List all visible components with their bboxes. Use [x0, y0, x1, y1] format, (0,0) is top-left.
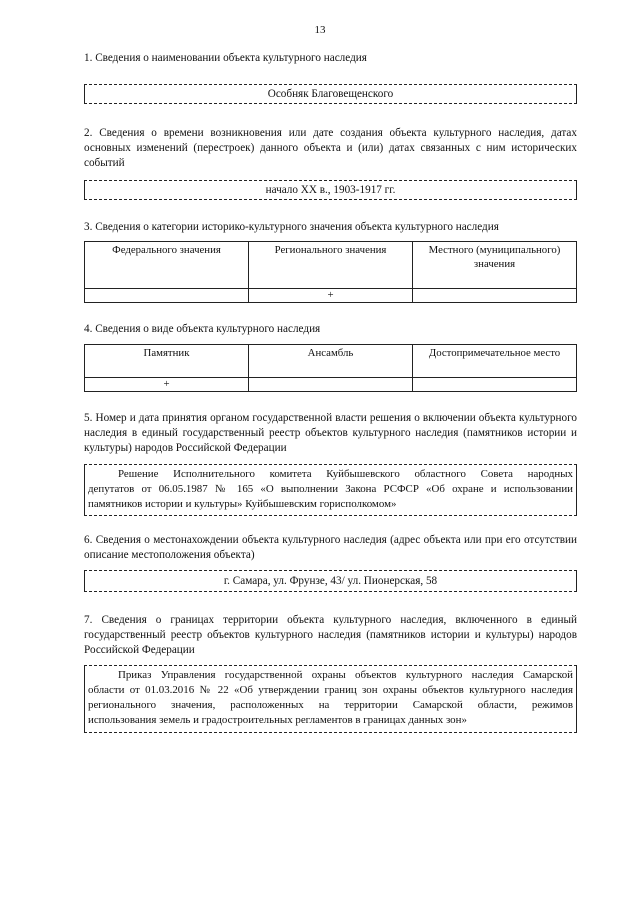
address-box [84, 570, 577, 592]
category-header-row [85, 242, 577, 289]
registry-decision-line-2: депутатов от 06.05.1987 № 165 «О выполнении Закона РСФСР «Об охране и использовании [88, 483, 573, 495]
category-mark-municipal [413, 289, 577, 303]
territory-order-box [84, 665, 577, 733]
section-7-heading: 7. Сведения о границах территории объекта культурного наследия, включенного в единый государственный реестр объектов культурного наследия (памятников истории и культуры) народов Российской Федерации [84, 614, 577, 656]
section-5-heading: 5. Номер и дата принятия органом государственной власти решения о включении объекта культурного наследия в единый государственный реестр объектов культурного наследия (памятников истории и культуры) народов Российской Федерации [84, 412, 577, 454]
type-header-ensemble: Ансамбль [249, 345, 413, 378]
category-header-federal: Федерального значения [85, 242, 249, 289]
object-name-value: Особняк Благовещенского [267, 88, 394, 100]
creation-date-box [84, 180, 577, 200]
section-3-heading: 3. Сведения о категории историко-культурного значения объекта культурного наследия [84, 221, 499, 233]
category-mark-row [85, 289, 577, 303]
registry-decision-line-1: Решение Исполнительного комитета Куйбышевского областного Совета народных [118, 468, 573, 480]
section-4-heading: 4. Сведения о виде объекта культурного наследия [84, 323, 321, 335]
object-name-box [84, 84, 577, 104]
category-mark-regional: + [249, 289, 413, 303]
category-header-regional: Регионального значения [249, 242, 413, 289]
type-mark-monument: + [85, 378, 249, 392]
type-header-row [85, 345, 577, 378]
page-number: 13 [314, 24, 326, 36]
type-header-monument: Памятник [85, 345, 249, 378]
creation-date-value: начало XX в., 1903-1917 гг. [265, 184, 396, 196]
type-mark-landmark [413, 378, 577, 392]
territory-order-line-2: области от 01.03.2016 № 22 «Об утверждении границ зон охраны объектов культурного наследия [88, 684, 573, 696]
type-mark-row [85, 378, 577, 392]
section-6-heading: 6. Сведения о местонахождении объекта культурного наследия (адрес объекта или при его отсутствии описание местоположения объекта) [84, 534, 577, 561]
address-value: г. Самара, ул. Фрунзе, 43/ ул. Пионерская, 58 [223, 575, 438, 587]
territory-order-line-1: Приказ Управления государственной охраны объектов культурного наследия Самарской [118, 669, 573, 681]
type-header-landmark: Достопримечательное место [413, 345, 577, 378]
territory-order-line-4: использования земель и градостроительных регламентов в границах данных зон» [88, 714, 467, 726]
section-2-heading: 2. Сведения о времени возникновения или дате создания объекта культурного наследия, датах основных изменений (перестроек) данного объекта и (или) датах связанных с ним исторических событий [84, 127, 577, 169]
type-table [84, 344, 577, 392]
category-header-municipal: Местного (муниципального) значения [413, 242, 577, 289]
type-mark-ensemble [249, 378, 413, 392]
registry-decision-line-3: памятников истории и культуры» Куйбышевским горисполкомом» [88, 498, 397, 510]
category-table [84, 241, 577, 303]
registry-decision-box [84, 464, 577, 516]
section-1-heading: 1. Сведения о наименовании объекта культурного наследия [84, 52, 367, 64]
category-mark-federal [85, 289, 249, 303]
territory-order-line-3: регионального значения, расположенных на территории Самарской области, режимов [88, 699, 573, 711]
